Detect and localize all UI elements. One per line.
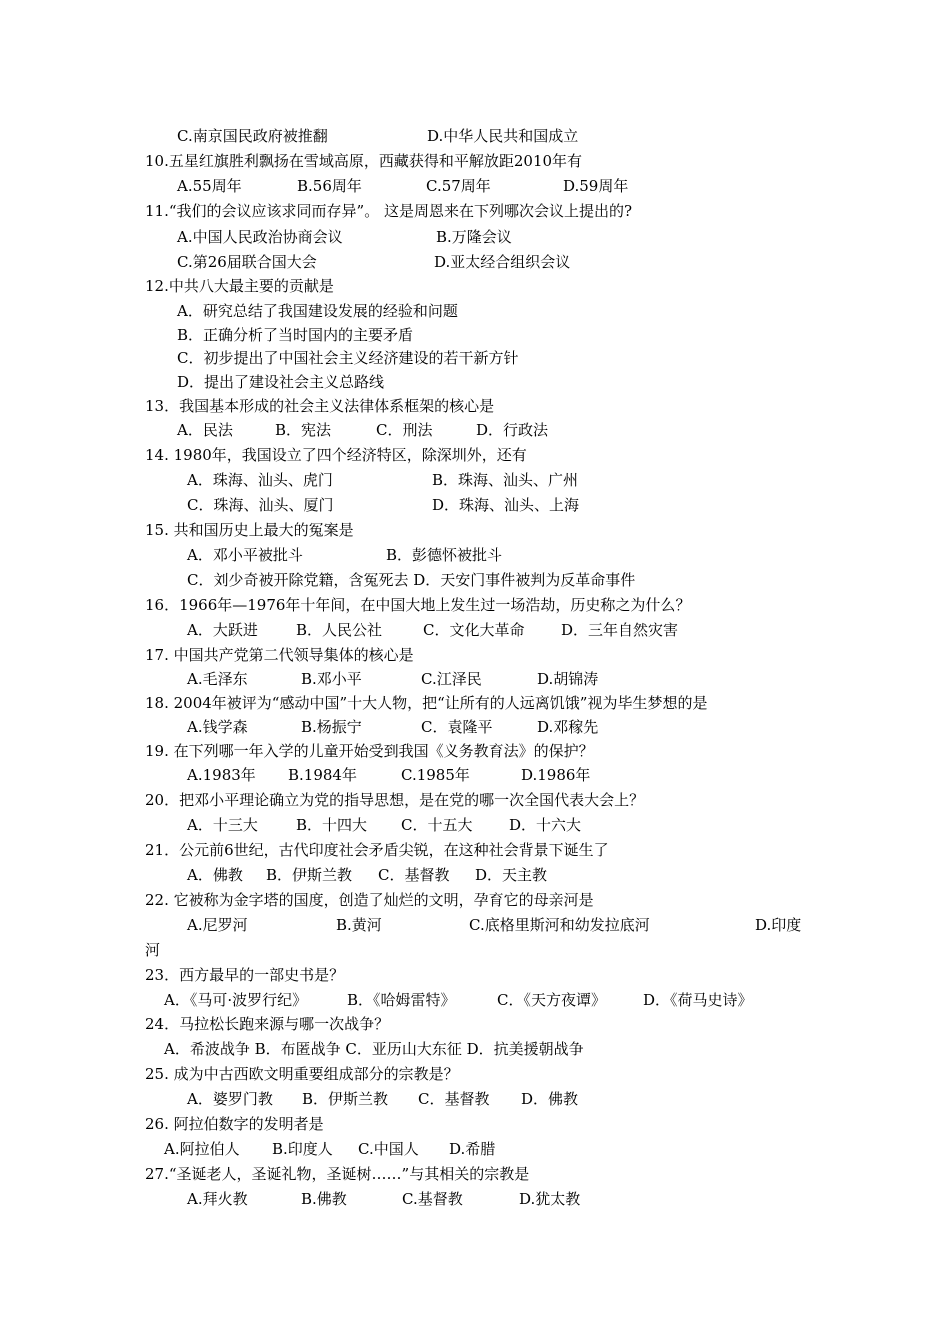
q12-option-a: A．研究总结了我国建设发展的经验和问题 [177, 302, 458, 320]
q21-option-c: C．基督教 [378, 866, 450, 884]
q12-stem: 12.中共八大最主要的贡献是 [145, 277, 334, 295]
q20-option-a: A．十三大 [187, 816, 258, 834]
q13-stem: 13．我国基本形成的社会主义法律体系框架的核心是 [145, 397, 495, 415]
q20-option-d: D．十六大 [509, 816, 582, 834]
q22-stem: 22. 它被称为金字塔的国度，创造了灿烂的文明，孕育它的母亲河是 [145, 891, 594, 909]
q16-option-d: D．三年自然灾害 [561, 621, 679, 639]
q18-stem: 18. 2004年被评为“感动中国”十大人物，把“让所有的人远离饥饿”视为毕生梦想的是 [145, 694, 708, 712]
q18-option-a: A.钱学森 [187, 718, 248, 736]
q22-option-a: A.尼罗河 [187, 916, 248, 934]
q12-option-d: D．提出了建设社会主义总路线 [177, 373, 385, 391]
q16-option-a: A．大跃进 [187, 621, 258, 639]
q19-option-c: C.1985年 [401, 766, 470, 784]
q25-option-a: A．婆罗门教 [187, 1090, 273, 1108]
q15-option-a: A．邓小平被批斗 [187, 546, 303, 564]
q23-option-b: B．《哈姆雷特》 [347, 991, 456, 1009]
q26-option-c: C.中国人 [358, 1140, 419, 1158]
q27-stem: 27.“圣诞老人，圣诞礼物，圣诞树……”与其相关的宗教是 [145, 1165, 530, 1183]
q18-option-c: C．袁隆平 [421, 718, 493, 736]
q11-option-b: B.万隆会议 [436, 228, 512, 246]
q21-option-a: A．佛教 [187, 866, 243, 884]
q26-stem: 26. 阿拉伯数字的发明者是 [145, 1115, 324, 1133]
q19-option-d: D.1986年 [521, 766, 591, 784]
q27-option-c: C.基督教 [402, 1190, 463, 1208]
q10-option-a: A.55周年 [177, 177, 242, 195]
q12-option-b: B．正确分析了当时国内的主要矛盾 [177, 326, 414, 344]
q22-option-d-wrap: 河 [145, 941, 161, 959]
q17-option-b: B.邓小平 [301, 670, 362, 688]
q18-option-b: B.杨振宁 [301, 718, 362, 736]
q18-option-d: D.邓稼先 [537, 718, 599, 736]
q24-stem: 24．马拉松长跑来源与哪一次战争？ [145, 1015, 390, 1033]
q11-option-d: D.亚太经合组织会议 [434, 253, 571, 271]
q13-option-a: A．民法 [177, 421, 233, 439]
q14-stem: 14. 1980年，我国设立了四个经济特区，除深圳外，还有 [145, 446, 527, 464]
q21-option-d: D．天主教 [475, 866, 548, 884]
q23-option-c: C．《天方夜谭》 [497, 991, 606, 1009]
q27-option-b: B.佛教 [301, 1190, 347, 1208]
q17-option-d: D.胡锦涛 [537, 670, 599, 688]
q26-option-b: B.印度人 [272, 1140, 333, 1158]
q10-option-b: B.56周年 [297, 177, 362, 195]
q26-option-d: D.希腊 [449, 1140, 496, 1158]
q10-option-c: C.57周年 [426, 177, 491, 195]
q9-option-c: C.南京国民政府被推翻 [177, 127, 328, 145]
q23-option-d: D．《荷马史诗》 [643, 991, 753, 1009]
q15-options-cd: C．刘少奇被开除党籍，含冤死去 D．天安门事件被判为反革命事件 [187, 571, 636, 589]
q14-option-a: A．珠海、汕头、虎门 [187, 471, 333, 489]
q27-option-a: A.拜火教 [187, 1190, 248, 1208]
q21-option-b: B．伊斯兰教 [266, 866, 353, 884]
q12-option-c: C．初步提出了中国社会主义经济建设的若干新方针 [177, 349, 519, 367]
q22-option-c: C.底格里斯河和幼发拉底河 [469, 916, 650, 934]
q14-option-b: B．珠海、汕头、广州 [432, 471, 579, 489]
q16-stem: 16．1966年—1976年十年间，在中国大地上发生过一场浩劫，历史称之为什么？ [145, 596, 691, 614]
q15-stem: 15. 共和国历史上最大的冤案是 [145, 521, 354, 539]
q11-option-a: A.中国人民政治协商会议 [177, 228, 343, 246]
q26-option-a: A.阿拉伯人 [164, 1140, 240, 1158]
q25-stem: 25. 成为中古西欧文明重要组成部分的宗教是？ [145, 1065, 459, 1083]
q17-option-c: C.江泽民 [421, 670, 482, 688]
q23-option-a: A．《马可·波罗行纪》 [164, 991, 308, 1009]
q24-options: A．希波战争 B．布匿战争 C．亚历山大东征 D．抗美援朝战争 [164, 1040, 584, 1058]
q13-option-b: B．宪法 [275, 421, 332, 439]
q16-option-c: C．文化大革命 [423, 621, 525, 639]
q14-option-d: D．珠海、汕头、上海 [432, 496, 580, 514]
q25-option-c: C．基督教 [418, 1090, 490, 1108]
q20-option-b: B．十四大 [296, 816, 368, 834]
q10-stem: 10.五星红旗胜利飘扬在雪域高原，西藏获得和平解放距2010年有 [145, 152, 583, 170]
q16-option-b: B．人民公社 [296, 621, 383, 639]
q19-option-b: B.1984年 [288, 766, 357, 784]
q19-option-a: A.1983年 [187, 766, 256, 784]
q17-option-a: A.毛泽东 [187, 670, 248, 688]
q27-option-d: D.犹太教 [519, 1190, 581, 1208]
q10-option-d: D.59周年 [563, 177, 629, 195]
q17-stem: 17. 中国共产党第二代领导集体的核心是 [145, 646, 414, 664]
q15-option-b: B．彭德怀被批斗 [386, 546, 503, 564]
q14-option-c: C．珠海、汕头、厦门 [187, 496, 334, 514]
q23-stem: 23．西方最早的一部史书是？ [145, 966, 345, 984]
q22-option-d: D.印度 [755, 916, 802, 934]
q19-stem: 19. 在下列哪一年入学的儿童开始受到我国《义务教育法》的保护？ [145, 742, 594, 760]
q25-option-d: D．佛教 [521, 1090, 579, 1108]
q22-option-b: B.黄河 [336, 916, 382, 934]
q25-option-b: B．伊斯兰教 [302, 1090, 389, 1108]
q20-option-c: C．十五大 [401, 816, 473, 834]
q11-option-c: C.第26届联合国大会 [177, 253, 317, 271]
q20-stem: 20．把邓小平理论确立为党的指导思想，是在党的哪一次全国代表大会上？ [145, 791, 645, 809]
q9-option-d: D.中华人民共和国成立 [427, 127, 579, 145]
q11-stem: 11.“我们的会议应该求同而存异”。 这是周恩来在下列哪次会议上提出的? [145, 202, 633, 220]
q13-option-d: D．行政法 [476, 421, 549, 439]
q21-stem: 21．公元前6世纪，古代印度社会矛盾尖锐，在这种社会背景下诞生了 [145, 841, 609, 859]
q13-option-c: C．刑法 [376, 421, 433, 439]
